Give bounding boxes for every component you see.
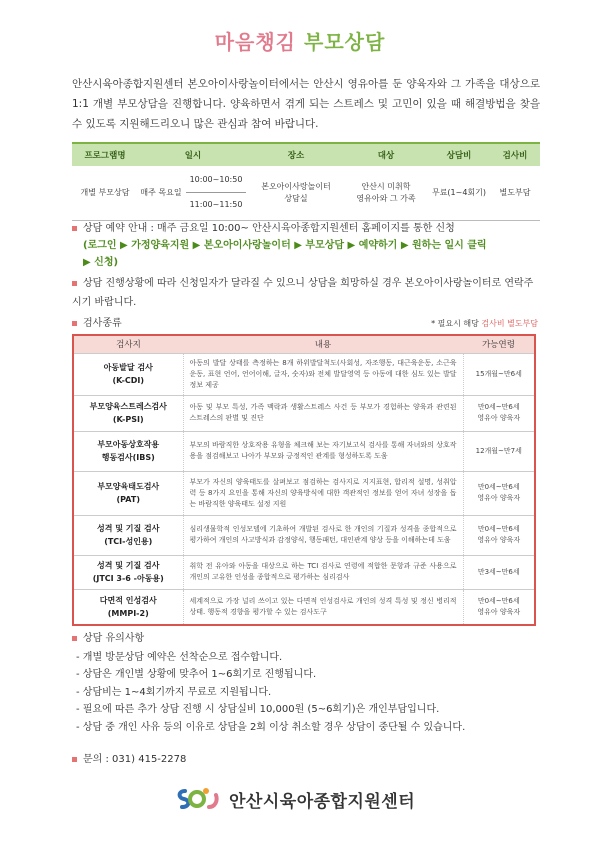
center-logo-icon [175,785,221,813]
schedule-day: 매주 목요일 [138,166,184,220]
test-age-line1: 12개월~만7세 [475,446,522,455]
test-name-line1: 부모양육스트레스검사 [89,402,167,411]
precautions-title: 상담 유의사항 [83,633,145,644]
list-item: - 개별 방문상담 예약은 선착순으로 접수합니다. [76,651,283,663]
page-title [0,26,600,55]
title-part1: 마음챙김 [214,30,296,54]
test-age-line1: 15개월~만6세 [475,369,522,378]
schedule-target-line2: 영유아와 그 가족 [356,193,416,203]
test-desc: 아동 및 부모 특성, 가족 맥락과 생활스트레스 사건 등 부모가 경험하는 양육과 관련된 스트레스의 판별 및 진단 [183,395,463,431]
test-name-line1: 다면적 인성검사 [99,595,157,605]
schedule-place-line1: 본오아이사랑놀이터 [261,181,331,191]
test-age-line2: 영유아 양육자 [477,607,521,616]
test-name [73,431,183,471]
schedule-target-line1: 안산시 미취학 [361,181,411,191]
test-desc: 부모가 자신의 양육태도를 살펴보고 점검하는 검사지로 지지표현, 합리적 설명, 성취압력 등 8가지 요인을 통해 자신의 양육방식에 대한 객관적인 정보를 얻어 자녀 성장을 돕는 바람직한 양육태도 설정 지원 [183,471,463,515]
test-age-line1: 만0세~만6세 [477,483,520,491]
bullet-square-icon [72,636,77,641]
schedule-time2: 11:00~11:50 [189,200,243,210]
test-name-line1: 성격 및 기질 검사 [97,561,160,570]
table-row [73,471,535,515]
test-age-line2: 영유아 양육자 [477,536,521,544]
tests-note-red: 검사비 별도부담 [481,319,538,328]
test-name-line2: (TCI-성인용) [104,537,153,546]
test-name-line1: 아동발달 검사 [103,363,153,372]
test-desc: 취학 전 유아와 아동을 대상으로 하는 TCI 검사로 연령에 적합한 문항과 규준 사용으로 개인의 고유한 인성을 종합적으로 평가하는 심리검사 [183,555,463,589]
notice [72,274,542,312]
test-name-line2: (MMPI-2) [107,608,149,618]
test-name-line1: 부모양육태도검사 [97,482,160,491]
bullet-square-icon [72,226,77,231]
test-desc: 세계적으로 가장 널리 쓰이고 있는 다면적 인성검사로 개인의 성격 특성 및 정신 병리적 상태. 행동적 경향을 평가할 수 있는 검사도구 [183,589,463,625]
test-age [463,471,535,515]
table-row [73,555,535,589]
tests-section-note [431,315,538,332]
test-name [73,395,183,431]
tests-section-label: 검사종류 [83,318,122,329]
table-row [73,589,535,625]
schedule-place [248,166,344,220]
test-desc: 부모의 바람직한 상호작용 유형을 체크해 보는 자기보고식 검사를 통해 자녀와의 상호작용을 점검해보고 나아가 부모와 긍정적인 관계를 형성하도록 도움 [183,431,463,471]
title-part2: 부모상담 [304,30,386,54]
bullet-square-icon [72,757,77,762]
list-item: - 상담 중 개인 사유 등의 이유로 상담을 2회 이상 취소할 경우 상담이 중단될 수 있습니다. [76,721,466,733]
tests-header: 가능연령 [463,335,535,353]
schedule-time1: 10:00~10:50 [186,168,246,193]
schedule-header: 프로그램명 [72,143,138,166]
precautions-head [72,630,546,648]
list-item: - 필요에 따른 추가 상담 진행 시 상담실비 10,000원 (5~6회기)은 개인부담입니다. [76,704,440,715]
schedule-times [184,166,248,220]
tests-header-row [73,335,535,353]
schedule-target [344,166,428,220]
test-name-line2: 행동검사(IBS) [101,453,155,462]
test-name [73,471,183,515]
contact-text: 문의 : 031) 415-2278 [83,754,187,765]
schedule-header: 일시 [138,143,248,166]
schedule-header: 상담비 [428,143,490,166]
test-name-line2: (K-CDI) [112,376,145,385]
tests-header: 내용 [183,335,463,353]
schedule-program: 개별 부모상담 [72,166,138,220]
bullet-square-icon [72,281,77,286]
schedule-row [72,166,540,220]
table-row [73,395,535,431]
test-age-line2: 영유아 양육자 [477,494,521,502]
contact [72,750,186,765]
test-name [73,353,183,395]
test-name-line2: (PAT) [116,495,140,504]
schedule-header: 장소 [248,143,344,166]
list-item: - 상담은 개인별 상황에 맞추어 1~6회기로 진행됩니다. [76,669,317,680]
bullet-square-icon [72,321,77,326]
schedule-header: 대상 [344,143,428,166]
test-name-line2: (JTCI 3-6 -아동용) [92,574,164,583]
test-age-line1: 만0세~만6세 [477,403,520,411]
test-age [463,555,535,589]
test-name [73,515,183,555]
table-row [73,353,535,395]
test-name-line1: 부모아동상호작용 [97,440,160,449]
test-age-line1: 만0세~만6세 [477,525,520,533]
test-age [463,353,535,395]
test-desc: 심리생물학적 인성모델에 기초하여 개발된 검사로 한 개인의 기질과 성격을 종합적으로 평가하여 개인의 사고방식과 감정양식, 행동패턴, 대인관계 양상 등을 이해하는데 도움 [183,515,463,555]
table-row [73,431,535,471]
test-age [463,431,535,471]
schedule-fee: 무료(1~4회기) [428,166,490,220]
test-age-line1: 만0세~만6세 [477,596,520,605]
list-item: - 상담비는 1~4회기까지 무료로 지원됩니다. [76,686,272,698]
test-name [73,589,183,625]
test-name-line1: 성격 및 기질 검사 [97,524,160,533]
reservation-line2: (로그인 ▶ 가정양육지원 ▶ 본오아이사랑놀이터 ▶ 부모상담 ▶ 예약하기 ▶ 원하는 일시 클릭 [83,240,487,251]
test-age [463,395,535,431]
footer-org-name: 안산시육아종합지원센터 [229,791,416,812]
reservation-line1: 상담 예약 안내 : 매주 금요일 10:00~ 안산시육아종합지원센터 홈페이지를 통한 신청 [83,223,455,234]
precautions [76,630,546,736]
test-desc: 아동의 발달 상태를 측정하는 8개 하위발달척도(사회성, 자조행동, 대근육운동, 소근육운동, 표현 언어, 언어이해, 글자, 숫자)와 전체 발달영역 등 아동에 대한 심도 있는 발달 정보 제공 [183,353,463,395]
test-age-line1: 만3세~만6세 [477,567,520,576]
schedule-header: 검사비 [490,143,540,166]
tests-table [72,334,536,626]
schedule-place-line2: 상담실 [284,193,308,203]
test-name [73,555,183,589]
schedule-header-row [72,143,540,166]
schedule-test-fee: 별도부담 [490,166,540,220]
reservation-info [72,220,542,271]
notice-text: 상담 진행상황에 따라 신청일자가 달라질 수 있으니 상담을 희망하실 경우 본오아이사랑놀이터로 연락주시기 바랍니다. [72,278,534,308]
test-age [463,589,535,625]
test-age-line2: 영유아 양육자 [477,414,521,422]
tests-section-header [72,315,542,332]
schedule-table [72,142,540,221]
table-row [73,515,535,555]
reservation-line3: ▶ 신청) [83,257,119,268]
test-age [463,515,535,555]
tests-header: 검사지 [73,335,183,353]
footer-logo [175,785,415,813]
intro-text: 안산시육아종합지원센터 본오아이사랑놀이터에서는 안산시 영유아를 둔 양육자와 그 가족을 대상으로 1:1 개별 부모상담을 진행합니다. 양육하면서 겪게 되는 스트레스 및 고민이 있을 때 해결방법을 찾을 수 있도록 지원해드리오니 많은 관심과 참여 바랍니다. [72,78,540,130]
tests-note-prefix: * 필요시 해당 [431,319,479,328]
test-name-line2: (K-PSI) [112,415,144,424]
